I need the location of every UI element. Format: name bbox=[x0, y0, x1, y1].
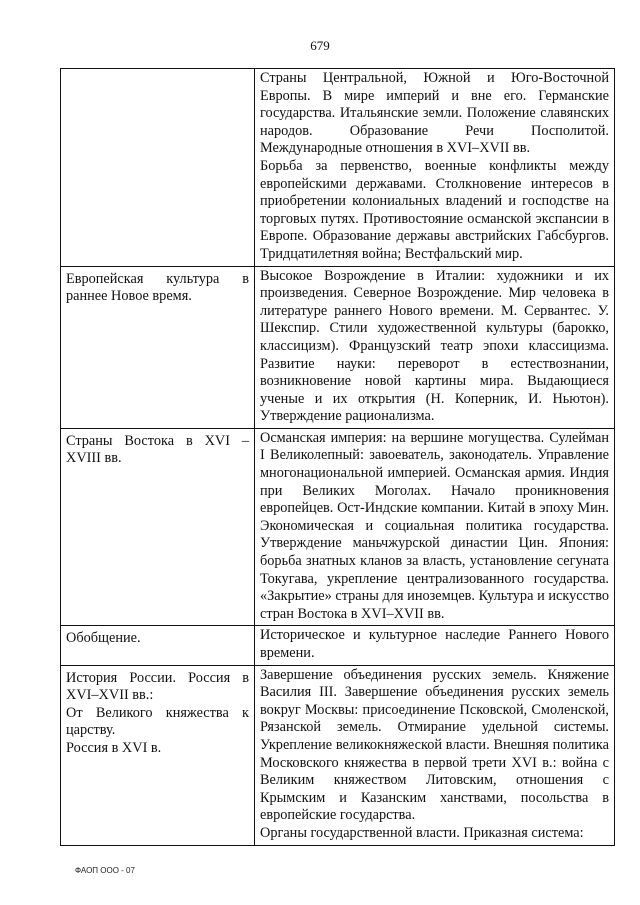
table-row bbox=[61, 266, 615, 428]
content-cell bbox=[255, 428, 615, 626]
content-cell bbox=[255, 266, 615, 428]
content-cell bbox=[255, 665, 615, 845]
topic-cell bbox=[61, 266, 255, 428]
content-paragraph: Османская империя: на вершине могущества. Сулейман I Великолепный: завоеватель, законодатель. Управление многонациональной империей. Османская армия. Индия при Великих Моголах. Начало проникновения европейцев. Ост-Индские компании. Китай в эпоху Мин. Экономическая и социальная политика государства. Утверждение маньчжурской династии Цин. Япония: борьба знатных кланов за власть, установление сегуната Токугава, укрепление централизованного государства. «Закрытие» страны для иноземцев. Культура и искусство стран Востока в XVI–XVII вв. bbox=[260, 429, 609, 622]
content-paragraph: Органы государственной власти. Приказная система: bbox=[260, 824, 584, 841]
topic-text: Европейская культура в раннее Новое время. bbox=[66, 270, 249, 305]
table-row bbox=[61, 626, 615, 665]
topic-text: История России. Россия в XVI–XVII вв.: bbox=[66, 669, 249, 704]
topic-cell bbox=[61, 665, 255, 845]
content-paragraph: Страны Центральной, Южной и Юго-Восточной Европы. В мире империй и вне его. Германские государства. Итальянские земли. Положение славянских народов. Образование Речи Посполитой. Международные отношения в XVI–XVII вв. bbox=[260, 70, 609, 157]
content-paragraph: Высокое Возрождение в Италии: художники и их произведения. Северное Возрождение. Мир человека в литературе раннего Нового времени. М. Сервантес. У. Шекспир. Стили художественной культуры (барокко, классицизм). Французский театр эпохи классицизма. Развитие науки: переворот в естествознании, возникновение новой картины мира. Выдающиеся ученые и их открытия (Н. Коперник, И. Ньютон). Утверждение рационализма. bbox=[260, 267, 609, 425]
topic-text: Обобщение. bbox=[66, 630, 141, 647]
table-row bbox=[61, 665, 615, 845]
content-cell bbox=[255, 626, 615, 665]
table-row bbox=[61, 428, 615, 626]
content-paragraph: Завершение объединения русских земель. Княжение Василия III. Завершение объединения русских земель вокруг Москвы: присоединение Псковской, Смоленской, Рязанской земель. Отмирание удельной системы. Укрепление великокняжеской власти. Внешняя политика Московского княжества в первой трети XVI в.: война с Великим княжеством Литовским, отношения с Крымским и Казанским ханствами, посольства в европейские государства. bbox=[260, 666, 609, 824]
content-paragraph: Борьба за первенство, военные конфликты между европейскими державами. Столкновение интересов в приобретении колониальных владений и господстве на торговых путях. Противостояние османской экспансии в Европе. Образование державы австрийских Габсбургов. Тридцатилетняя война; Вестфальский мир. bbox=[260, 157, 609, 262]
topic-cell bbox=[61, 428, 255, 626]
topic-text: Страны Востока в XVI – XVIII вв. bbox=[66, 432, 249, 467]
topic-text: Россия в XVI в. bbox=[66, 739, 162, 756]
topic-cell bbox=[61, 69, 255, 267]
curriculum-table bbox=[60, 68, 615, 846]
content-paragraph: Историческое и культурное наследие Раннего Нового времени. bbox=[260, 627, 609, 661]
page-number: 679 bbox=[310, 38, 330, 53]
content-cell bbox=[255, 69, 615, 267]
footer-code: ФАОП ООО - 07 bbox=[75, 866, 135, 875]
table-row bbox=[61, 69, 615, 267]
topic-text: От Великого княжества к царству. bbox=[66, 704, 249, 739]
topic-cell bbox=[61, 626, 255, 665]
